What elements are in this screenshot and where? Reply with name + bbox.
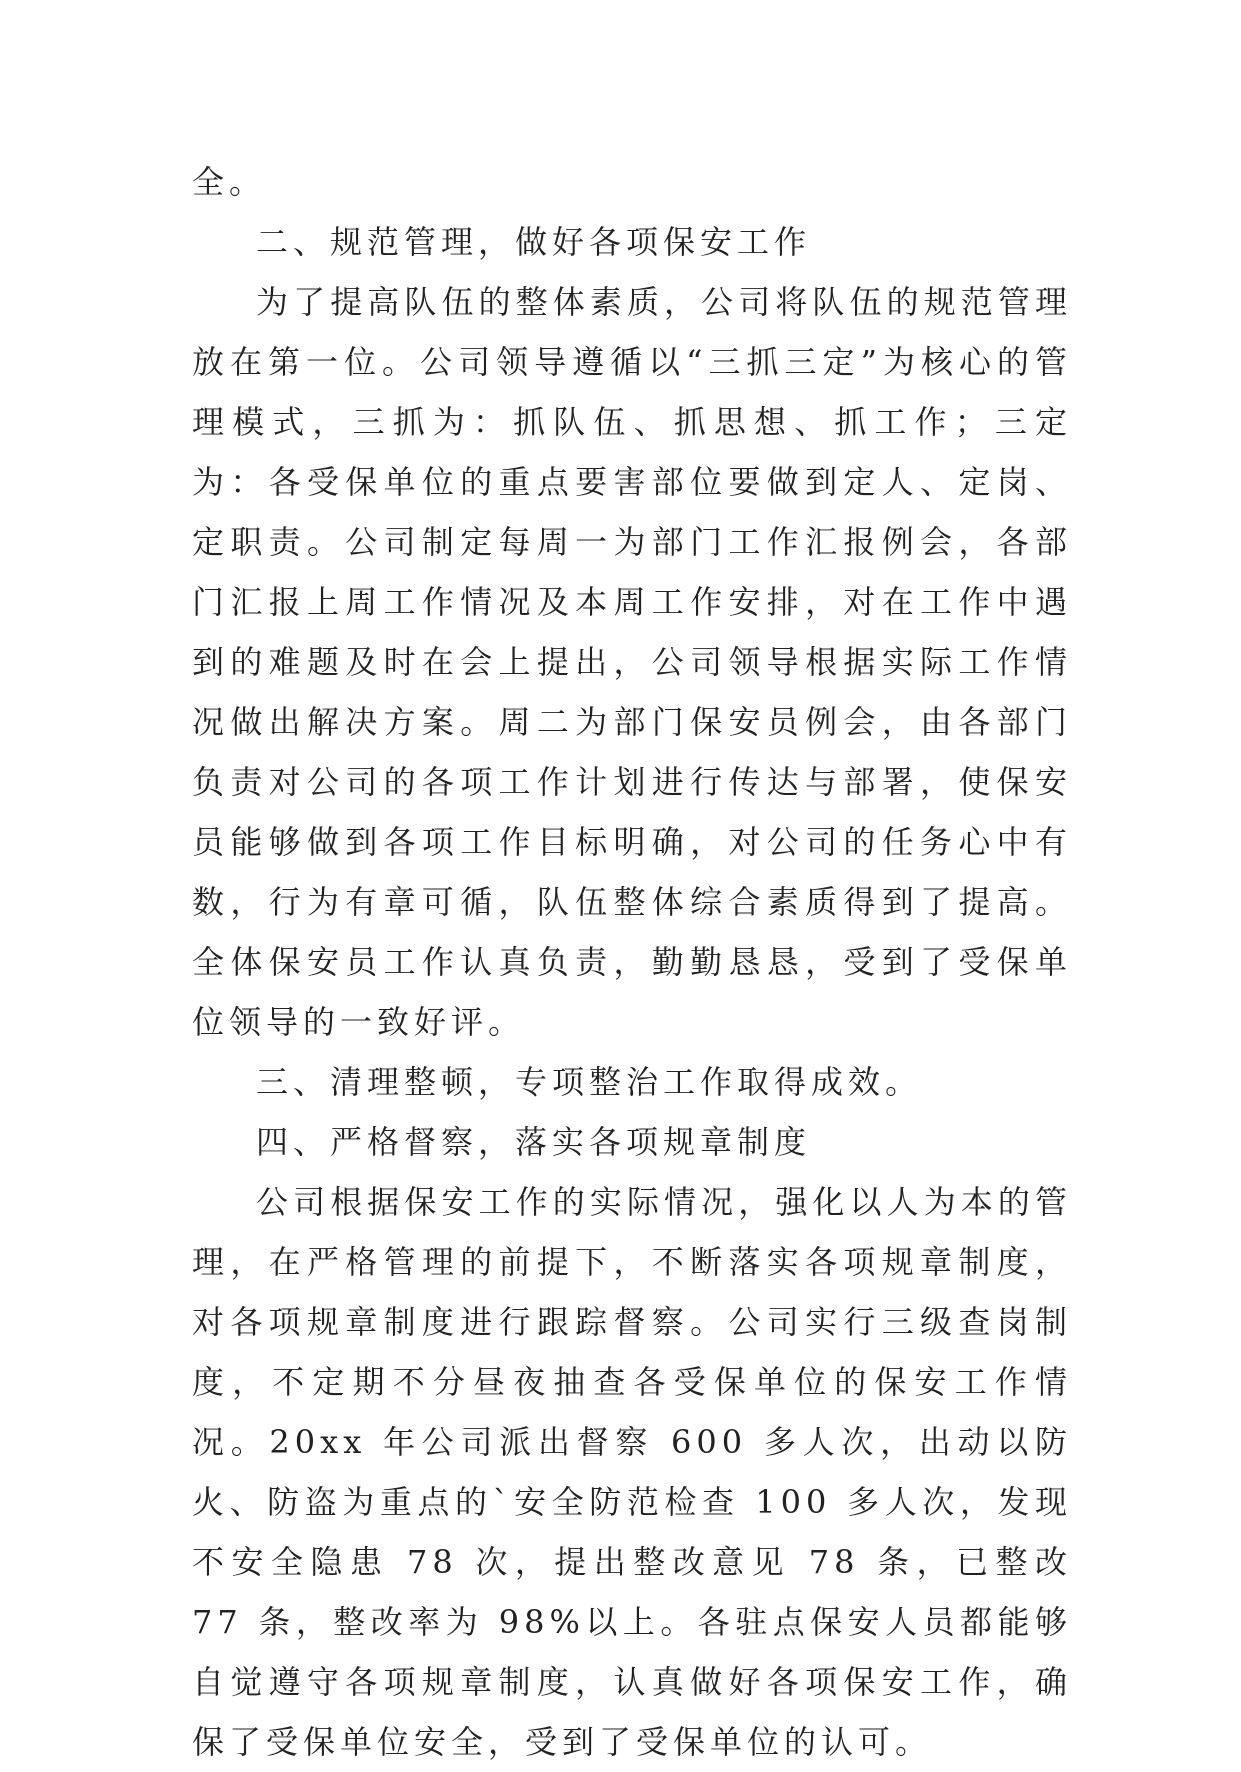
section-heading-3: 三、清理整顿，专项整治工作取得成效。: [256, 1063, 923, 1101]
paragraph-continuation: 全。: [192, 163, 267, 201]
document-body: [192, 152, 1072, 1772]
section-heading-2: 二、规范管理，做好各项保安工作: [256, 223, 812, 261]
paragraph-supervision: 公司根据保安工作的实际情况，强化以人为本的管理，在严格管理的前提下，不断落实各项规章制度，对各项规章制度进行跟踪督察。公司实行三级查岗制度，不定期不分昼夜抽查各受保单位的保安工作情况。20xx 年公司派出督察 600 多人次，出动以防火、防盗为重点的`安全防范检查 100 多人次，发现不安全隐患 78 次，提出整改意见 78 条，已整改 77 条，整改率为 98%以上。各驻点保安人员都能够自觉遵守各项规章制度，认真做好各项保安工作，确保了受保单位安全，受到了受保单位的认可。: [192, 1183, 1072, 1761]
section-heading-4: 四、严格督察，落实各项规章制度: [256, 1123, 812, 1161]
paragraph-management: 为了提高队伍的整体素质，公司将队伍的规范管理放在第一位。公司领导遵循以“三抓三定”为核心的管理模式，三抓为：抓队伍、抓思想、抓工作；三定为：各受保单位的重点要害部位要做到定人、定岗、定职责。公司制定每周一为部门工作汇报例会，各部门汇报上周工作情况及本周工作安排，对在工作中遇到的难题及时在会上提出，公司领导根据实际工作情况做出解决方案。周二为部门保安员例会，由各部门负责对公司的各项工作计划进行传达与部署，使保安员能够做到各项工作目标明确，对公司的任务心中有数，行为有章可循，队伍整体综合素质得到了提高。全体保安员工作认真负责，勤勤恳恳，受到了受保单位领导的一致好评。: [192, 283, 1072, 1041]
